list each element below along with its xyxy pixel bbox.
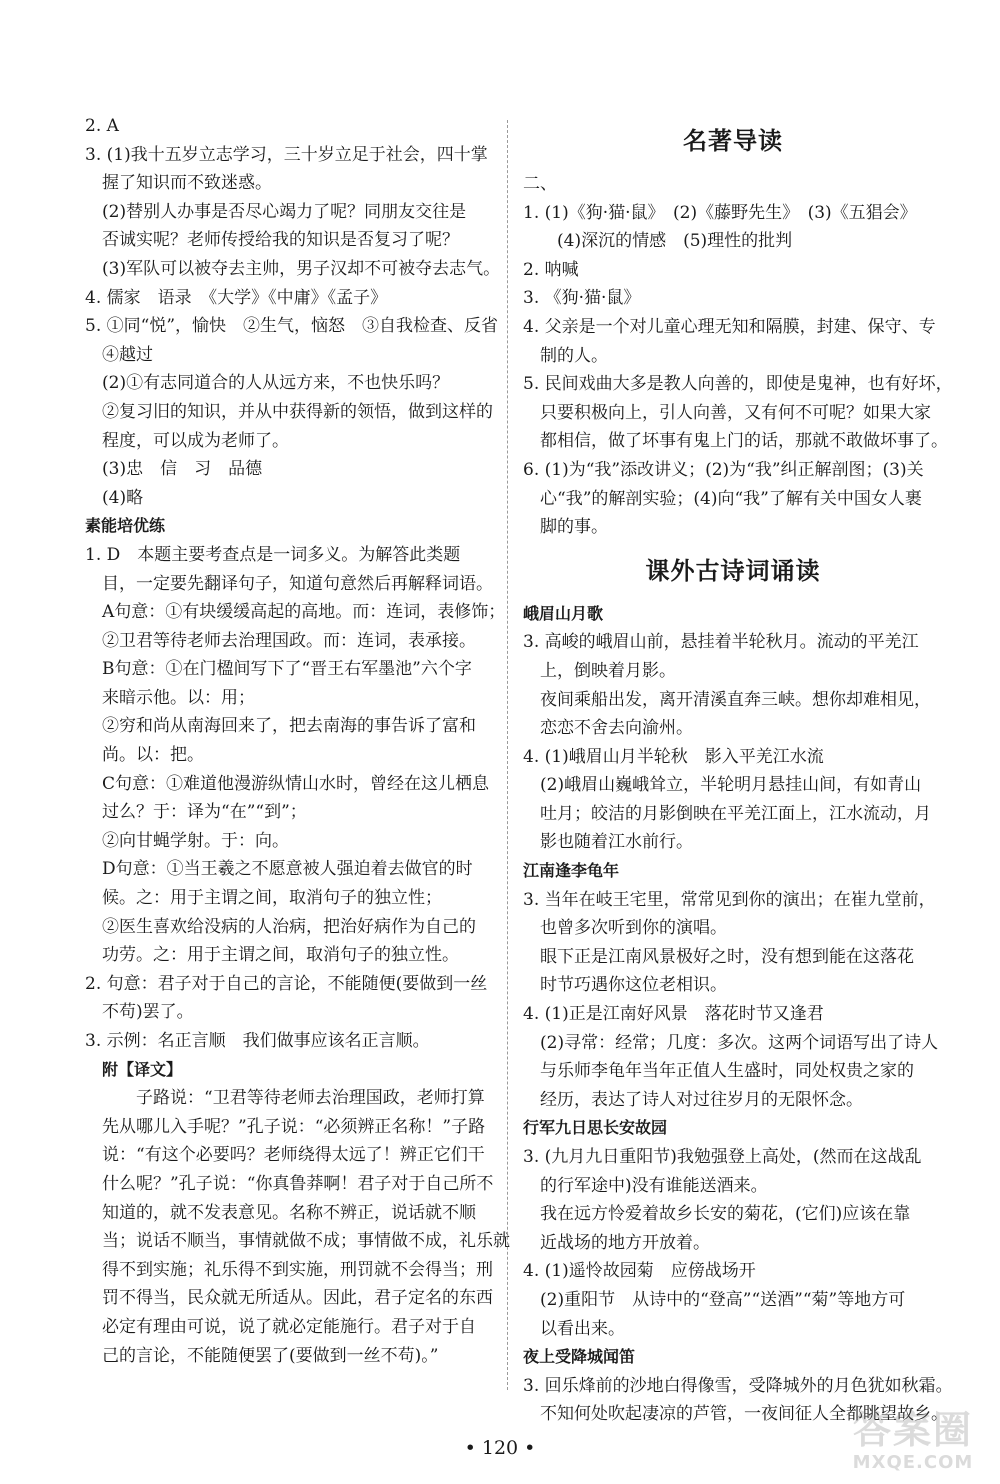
poetry-answer-lines	[523, 600, 953, 1429]
column-divider	[507, 120, 508, 1390]
left-text-line: ②卫君等待老师去治理国政。而：连词，表承接。	[102, 630, 476, 651]
poetry-text-line: 4. (1)峨眉山月半轮秋 影入平羌江水流	[523, 746, 824, 767]
poetry-text-line: 3. 回乐烽前的沙地白得像雪，受降城外的月色犹如秋霜。	[523, 1375, 953, 1396]
left-text-line: 2. 句意：君子对于自己的言论，不能随便(要做到一丝	[85, 973, 488, 994]
poetry-text-line: 恋恋不舍去向渝州。	[540, 718, 693, 739]
classics-text-line: 二、	[523, 174, 557, 194]
poetry-text-line: 眼下正是江南风景极好之时，没有想到能在这落花	[540, 946, 914, 967]
left-text-line: (2)替别人办事是否尽心竭力了呢？同朋友交往是	[102, 201, 467, 222]
left-text-line: 先从哪儿入手呢？”孔子说：“必须辨正名称！”子路	[102, 1116, 486, 1137]
poetry-text-line: 影也随着江水前行。	[540, 832, 693, 853]
left-text-line: 不苟)罢了。	[102, 1002, 194, 1023]
classics-text-line: 脚的事。	[540, 517, 608, 538]
poetry-subheading: 峨眉山月歌	[523, 603, 604, 623]
left-text-line: 必定有理由可说，说了就必定能施行。君子对于自	[102, 1316, 476, 1337]
poetry-subheading: 夜上受降城闻笛	[523, 1347, 636, 1367]
poetry-text-line: (2)重阳节 从诗中的“登高”“送酒”“菊”等地方可	[540, 1289, 906, 1310]
poetry-text-line: 4. (1)遥怜故园菊 应傍战场开	[523, 1261, 756, 1282]
left-text-line: 5. ①同“悦”，愉快 ②生气，恼怒 ③自我检查、反省	[85, 316, 499, 337]
watermark-site-text: MXQE.COM	[852, 1452, 974, 1473]
page-number: • 120 •	[464, 1437, 536, 1459]
poetry-text-line: 与乐师李龟年当年正值人生盛时，同处权贵之家的	[540, 1061, 914, 1082]
classics-text-line: 都相信，做了坏事有鬼上门的话，那就不敢做坏事了。	[540, 431, 948, 452]
poetry-text-line: 的行军途中)没有谁能送酒来。	[540, 1175, 768, 1196]
left-text-line: 过么？于：译为“在”“到”；	[102, 802, 307, 823]
left-text-line: 来暗示他。以：用；	[102, 687, 255, 708]
left-subheading: 附【译文】	[102, 1059, 183, 1079]
left-text-line: 4. 儒家 语录 《大学》《中庸》《孟子》	[85, 287, 388, 308]
left-text-line: 功劳。之：用于主谓之间，取消句子的独立性。	[102, 945, 459, 966]
poetry-text-line: 以看出来。	[540, 1318, 625, 1339]
poetry-text-line: 我在远方怜爱着故乡长安的菊花，(它们)应该在靠	[540, 1204, 911, 1225]
left-text-line: (4)略	[102, 487, 144, 508]
classics-text-line: 1. (1)《狗·猫·鼠》 (2)《藤野先生》 (3)《五猖会》	[523, 202, 917, 223]
left-text-line: 什么呢？”孔子说：“你真鲁莽啊！君子对于自己所不	[102, 1173, 494, 1194]
left-text-line: 3. (1)我十五岁立志学习，三十岁立足于社会，四十掌	[85, 144, 488, 165]
left-text-line: 尚。以：把。	[102, 745, 204, 766]
poetry-text-line: 3. (九月九日重阳节)我勉强登上高处，(然而在这战乱	[523, 1147, 922, 1167]
classics-answer-lines	[523, 170, 953, 542]
left-text-line: D句意：①当王羲之不愿意被人强迫着去做官的时	[102, 859, 473, 880]
left-text-line: ④越过	[102, 344, 153, 365]
left-text-line: ②复习旧的知识，并从中获得新的领悟，做到这样的	[102, 401, 493, 422]
left-text-line: 1. D 本题主要考查点是一词多义。为解答此类题	[85, 544, 461, 565]
left-text-line: 己的言论，不能随便罢了(要做到一丝不苟)。”	[102, 1345, 439, 1366]
poetry-text-line: 4. (1)正是江南好风景 落花时节又逢君	[523, 1004, 824, 1025]
left-text-line: 罚不得当，民众就无所适从。因此，君子定名的东西	[102, 1288, 493, 1309]
classics-text-line: 只要积极向上，引人向善，又有何不可呢？如果大家	[540, 402, 931, 423]
classics-text-line: 6. (1)为“我”添改讲义；(2)为“我”纠正解剖图；(3)关	[523, 459, 924, 480]
classics-text-line: 心“我”的解剖实验；(4)向“我”了解有关中国女人裹	[540, 488, 922, 509]
classics-text-line: (4)深沉的情感 (5)理性的批判	[557, 231, 793, 252]
poetry-subheading: 江南逢李龟年	[523, 861, 620, 881]
left-text-line: 子路说：“卫君等待老师去治理国政，老师打算	[136, 1088, 485, 1109]
left-text-line: ②向甘蝇学射。于：向。	[102, 830, 289, 851]
section-heading-poetry: 课外古诗词诵读	[645, 556, 821, 585]
left-text-line: 说：“有这个必要吗？老师绕得太远了！辨正它们干	[102, 1145, 485, 1166]
left-text-line: ②医生喜欢给没病的人治病，把治好病作为自己的	[102, 916, 476, 937]
classics-text-line: 制的人。	[540, 345, 608, 366]
poetry-text-line: (2)峨眉山巍峨耸立，半轮明月悬挂山间，有如青山	[540, 775, 922, 796]
classics-text-line: 3. 《狗·猫·鼠》	[523, 288, 641, 309]
watermark-logo	[838, 1408, 988, 1478]
classics-text-line: 5. 民间戏曲大多是教人向善的，即使是鬼神，也有好坏，	[523, 374, 953, 395]
left-text-line: (2)①有志同道合的人从远方来，不也快乐吗？	[102, 373, 450, 394]
left-text-line: 得不到实施；礼乐得不到实施，刑罚就不会得当；刑	[102, 1259, 493, 1280]
poetry-text-line: 上，倒映着月影。	[540, 660, 676, 681]
left-answer-lines	[85, 112, 510, 1370]
watermark-logo-text: 答案圈	[852, 1408, 973, 1452]
left-text-line: 握了知识而不致迷惑。	[102, 173, 272, 194]
poetry-text-line: 不知何处吹起凄凉的芦管，一夜间征人全都眺望故乡。	[540, 1404, 948, 1425]
left-text-line: 2. A	[85, 116, 119, 136]
poetry-text-line: 吐月；皎洁的月影倒映在平羌江面上，江水流动，月	[540, 803, 931, 824]
left-text-line: B句意：①在门楹间写下了“晋王右军墨池”六个字	[102, 659, 472, 680]
left-text-line: A句意：①有块缓缓高起的高地。而：连词，表修饰；	[102, 602, 506, 623]
left-text-line: C句意：①难道他漫游纵情山水时，曾经在这儿栖息	[102, 773, 490, 794]
section-heading-classics: 名著导读	[683, 127, 783, 155]
left-column	[85, 112, 510, 1370]
poetry-text-line: 经历，表达了诗人对过往岁月的无限怀念。	[540, 1089, 863, 1110]
classics-text-line: 4. 父亲是一个对儿童心理无知和隔膜，封建、保守、专	[523, 316, 936, 337]
left-text-line: 否诚实呢？老师传授给我的知识是否复习了呢？	[102, 230, 459, 251]
poetry-text-line: 3. 当年在岐王宅里，常常见到你的演出；在崔九堂前，	[523, 889, 936, 910]
left-subheading: 素能培优练	[85, 516, 166, 536]
poetry-text-line: 也曾多次听到你的演唱。	[540, 918, 727, 939]
left-text-line: 候。之：用于主谓之间，取消句子的独立性；	[102, 888, 442, 909]
left-text-line: 目，一定要先翻译句子，知道句意然后再解释词语。	[102, 573, 493, 594]
right-column	[523, 112, 953, 1429]
left-text-line: 程度，可以成为老师了。	[102, 430, 289, 451]
left-text-line: 3. 示例：名正言顺 我们做事应该名正言顺。	[85, 1031, 430, 1051]
classics-text-line: 2. 呐喊	[523, 259, 579, 280]
left-text-line: (3)军队可以被夺去主帅，男子汉却不可被夺去志气。	[102, 258, 501, 279]
poetry-text-line: 时节巧遇你这位老相识。	[540, 975, 727, 996]
left-text-line: (3)忠 信 习 品德	[102, 459, 263, 480]
poetry-text-line: 近战场的地方开放着。	[540, 1232, 710, 1253]
poetry-text-line: 3. 高峻的峨眉山前，悬挂着半轮秋月。流动的平羌江	[523, 632, 919, 653]
poetry-subheading: 行军九日思长安故园	[523, 1118, 668, 1138]
poetry-text-line: (2)寻常：经常；几度：多次。这两个词语写出了诗人	[540, 1032, 939, 1053]
left-text-line: 知道的，就不发表意见。名称不辨正，说话就不顺	[102, 1202, 476, 1223]
left-text-line: 当；说话不顺当，事情就做不成；事情做不成，礼乐就	[102, 1231, 510, 1252]
left-text-line: ②穷和尚从南海回来了，把去南海的事告诉了富和	[102, 716, 476, 737]
poetry-text-line: 夜间乘船出发，离开清溪直奔三峡。想你却难相见，	[540, 689, 931, 710]
